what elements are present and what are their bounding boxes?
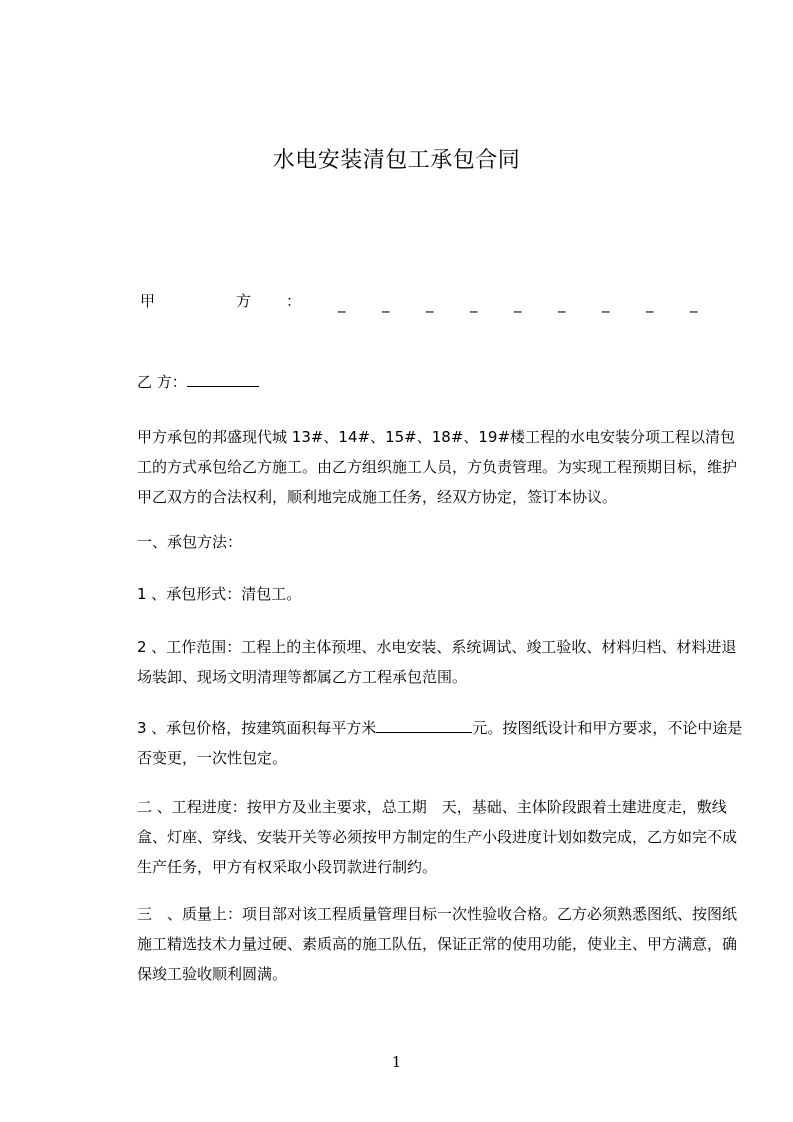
item-2-paragraph: 2 、工作范围：工程上的主体预埋、水电安装、系统调试、竣工验收、材料归档、材料进退场装卸、现场文明清理等都属乙方工程承包范围。 xyxy=(137,638,737,686)
party-a-line xyxy=(104,287,714,317)
party-a-colon: ： xyxy=(286,292,302,310)
party-a-blank: _ xyxy=(602,295,610,313)
party-b-label: 乙 方： xyxy=(137,373,187,391)
item-3-text-part1: 3 、承包价格，按建筑面积每平方米 xyxy=(137,719,377,737)
item-1-paragraph: 1 、承包形式：清包工。 xyxy=(137,585,302,603)
party-b-blank-underline xyxy=(187,374,259,387)
party-a-blank: _ xyxy=(558,295,566,313)
party-a-blank: _ xyxy=(690,295,698,313)
intro-paragraph: 甲方承包的邦盛现代城 13#、14#、15#、18#、19#楼工程的水电安装分项工程以清包工的方式承包给乙方施工。由乙方组织施工人员，方负责管理。为实现工程预期目标，维护甲乙双方的合法权利，顺利地完成施工任务，经双方协定，签订本协议。 xyxy=(137,428,738,506)
party-a-char2: 方 xyxy=(236,292,252,310)
section-2-paragraph: 二 、工程进度：按甲方及业主要求，总工期 天，基础、主体阶段跟着土建进度走，敷线盒、灯座、穿线、安装开关等必须按甲方制定的生产小段进度计划如数完成，乙方如完不成生产任务，甲方有权采取小段罚款进行制约。 xyxy=(137,798,738,876)
party-a-char1: 甲 xyxy=(140,292,156,310)
party-a-blank: _ xyxy=(646,295,654,313)
item-3-paragraph xyxy=(104,713,747,773)
party-a-blank: _ xyxy=(514,295,522,313)
document-title: 水电安装清包工承包合同 xyxy=(272,148,521,173)
page-number: 1 xyxy=(391,1053,402,1071)
party-b-line xyxy=(137,367,259,397)
section-3-paragraph: 三 、质量上：项目部对该工程质量管理目标一次性验收合格。乙方必须熟悉图纸、按图纸施工精选技术力量过硬、素质高的施工队伍，保证正常的使用功能，使业主、甲方满意，确保竣工验收顺利圆满。 xyxy=(137,905,738,983)
party-a-blank: _ xyxy=(426,295,434,313)
section-1-heading: 一、承包方法： xyxy=(137,533,243,551)
party-a-blank: _ xyxy=(382,295,390,313)
party-a-blank: _ xyxy=(470,295,478,313)
party-a-blank: _ xyxy=(338,295,346,313)
item-3-text-part2: 元。按图纸设计和甲方要求，不论中途是否变更，一次性包定。 xyxy=(137,719,743,767)
price-blank-underline xyxy=(376,720,472,733)
